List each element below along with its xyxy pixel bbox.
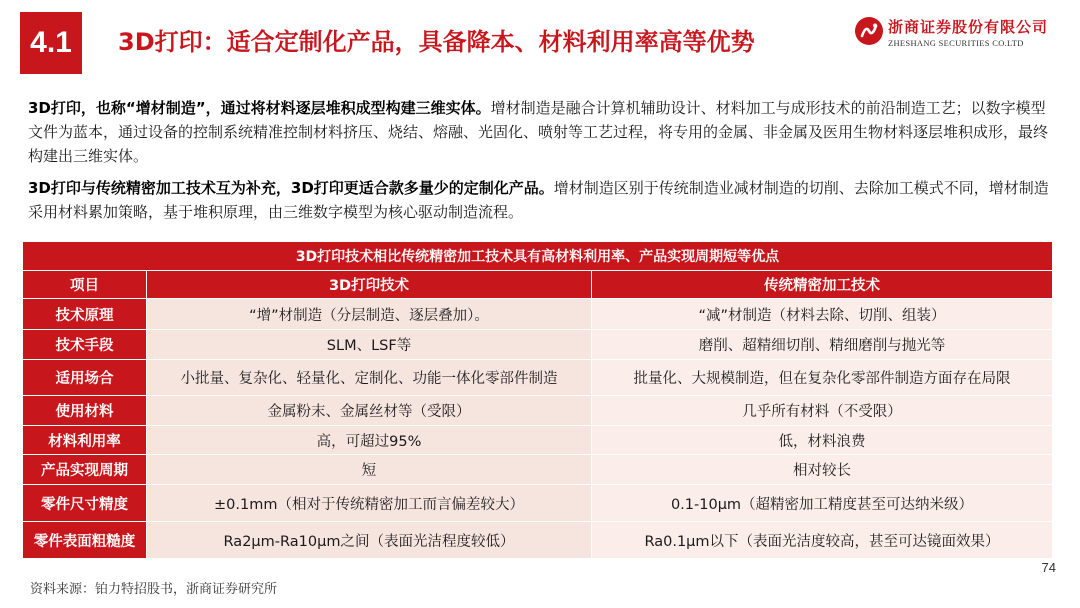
- table-row: [23, 330, 1053, 360]
- company-logo: [854, 14, 1054, 58]
- cell-3d-printing: 高，可超过95%: [147, 426, 592, 455]
- header-item: 项目: [23, 271, 147, 299]
- row-label: 产品实现周期: [23, 455, 147, 485]
- table-caption: 3D打印技术相比传统精密加工技术具有高材料利用率、产品实现周期短等优点: [23, 242, 1053, 271]
- cell-3d-printing: “增”材制造（分层制造、逐层叠加）。: [147, 299, 592, 330]
- table-row: [23, 299, 1053, 330]
- comparison-table: [22, 241, 1052, 559]
- header-3d-printing: 3D打印技术: [147, 271, 592, 299]
- paragraph-1: [28, 96, 1058, 168]
- row-label: 技术手段: [23, 330, 147, 360]
- paragraph-2-lead: 3D打印与传统精密加工技术互为补充，3D打印更适合款多量少的定制化产品。: [28, 179, 554, 197]
- cell-3d-printing: SLM、LSF等: [147, 330, 592, 360]
- section-number: 4.1: [30, 26, 72, 59]
- page-number: 74: [1041, 560, 1056, 575]
- cell-3d-printing: 金属粉末、金属丝材等（受限）: [147, 396, 592, 426]
- cell-traditional: 几乎所有材料（不受限）: [592, 396, 1053, 426]
- table-row: [23, 522, 1053, 559]
- cell-traditional: 0.1-10μm（超精密加工精度甚至可达纳米级）: [592, 485, 1053, 522]
- cell-3d-printing: Ra2μm-Ra10μm之间（表面光洁程度较低）: [147, 522, 592, 559]
- cell-3d-printing: ±0.1mm（相对于传统精密加工而言偏差较大）: [147, 485, 592, 522]
- source-note: 资料来源：铂力特招股书，浙商证券研究所: [30, 582, 278, 597]
- table-row: [23, 485, 1053, 522]
- cell-3d-printing: 小批量、复杂化、轻量化、定制化、功能一体化零部件制造: [147, 360, 592, 396]
- cell-traditional: 低，材料浪费: [592, 426, 1053, 455]
- row-label: 零件尺寸精度: [23, 485, 147, 522]
- section-number-badge: [20, 12, 82, 74]
- row-label: 材料利用率: [23, 426, 147, 455]
- body-text: [28, 96, 1058, 232]
- page-title: 3D打印：适合定制化产品，具备降本、材料利用率高等优势: [118, 28, 755, 56]
- comparison-table-grid: [22, 241, 1053, 559]
- company-name: 浙商证券股份有限公司: [888, 18, 1049, 36]
- header-traditional-machining: 传统精密加工技术: [592, 271, 1053, 299]
- paragraph-2-rest: 增材制造区别于传统制造业减材制造的切削、去除加工模式不同，增材制造采用材料累加策略，基于堆积原理，由三维数字模型为核心驱动制造流程。: [28, 179, 1049, 221]
- cell-traditional: “减”材制造（材料去除、切削、组装）: [592, 299, 1053, 330]
- table-header-row: [23, 271, 1053, 299]
- table-row: [23, 455, 1053, 485]
- paragraph-1-lead: 3D打印，也称“增材制造”，通过将材料逐层堆积成型构建三维实体。: [28, 99, 491, 117]
- row-label: 适用场合: [23, 360, 147, 396]
- cell-traditional: 批量化、大规模制造，但在复杂化零部件制造方面存在局限: [592, 360, 1053, 396]
- paragraph-1-rest: 增材制造是融合计算机辅助设计、材料加工与成形技术的前沿制造工艺；以数字模型文件为蓝本，通过设备的控制系统精准控制材料挤压、烧结、熔融、光固化、喷射等工艺过程，将专用的金属、非金属及医用生物材料逐层堆积成形，最终构建出三维实体。: [28, 99, 1049, 165]
- row-label: 使用材料: [23, 396, 147, 426]
- company-name-english: ZHESHANG SECURITIES CO.LTD: [888, 38, 1024, 48]
- table-row: [23, 396, 1053, 426]
- table-row: [23, 360, 1053, 396]
- paragraph-2: [28, 176, 1058, 224]
- table-caption-row: [23, 242, 1053, 271]
- row-label: 零件表面粗糙度: [23, 522, 147, 559]
- company-seal-icon: [854, 16, 884, 46]
- cell-3d-printing: 短: [147, 455, 592, 485]
- table-row: [23, 426, 1053, 455]
- row-label: 技术原理: [23, 299, 147, 330]
- cell-traditional: 磨削、超精细切削、精细磨削与抛光等: [592, 330, 1053, 360]
- cell-traditional: 相对较长: [592, 455, 1053, 485]
- cell-traditional: Ra0.1μm以下（表面光洁度较高，甚至可达镜面效果）: [592, 522, 1053, 559]
